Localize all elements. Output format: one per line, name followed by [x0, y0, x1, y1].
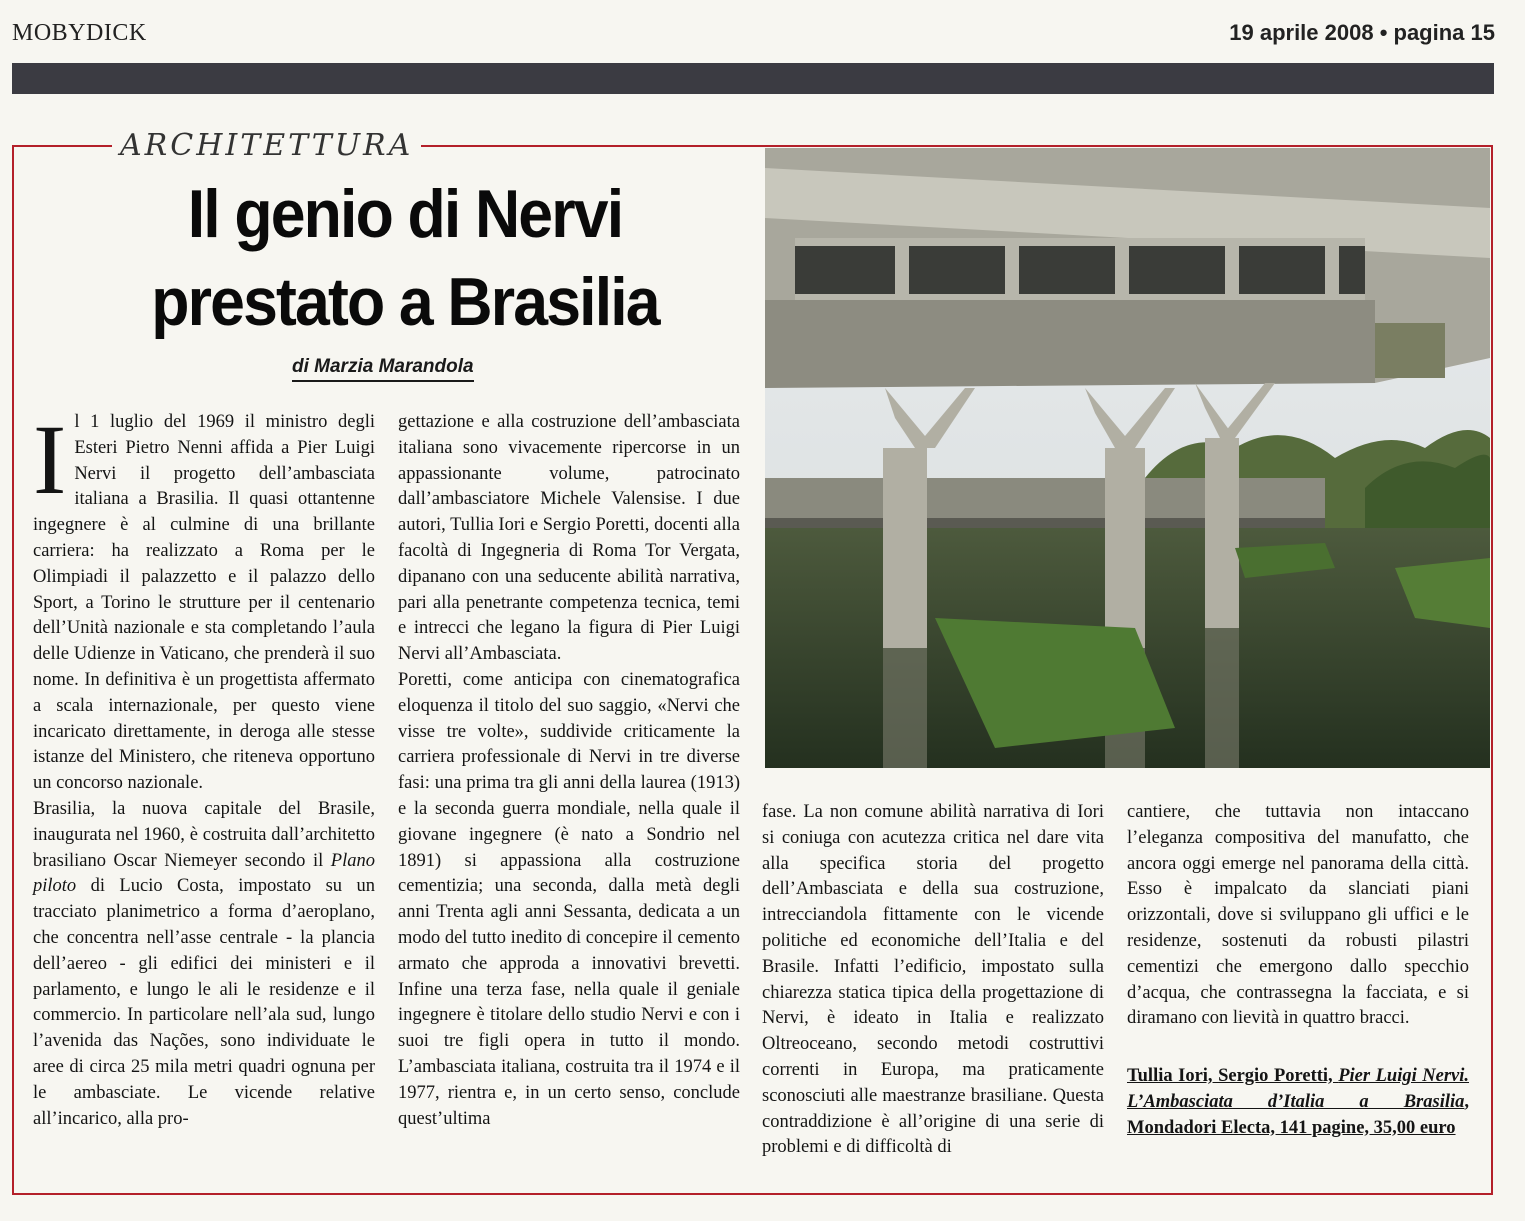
paragraph-intro: [33, 404, 375, 797]
article-column-2: [398, 410, 740, 1132]
book-details: , Mondadori Electa, 141 pagine, 35,00 euro: [1127, 1091, 1469, 1138]
embassy-photo: [765, 148, 1490, 768]
article-column-3: [762, 800, 1104, 1161]
headline: [88, 170, 723, 346]
drop-cap: I: [33, 404, 67, 515]
embassy-photo-illustration: [765, 148, 1490, 768]
paragraph-intro-text: l 1 luglio del 1969 il ministro degli Esteri Pietro Nenni affida a Pier Luigi Nervi il progetto dell’ambasciata italiana a Brasilia. Il quasi ottantenne ingegnere è al culmine di una brillante carriera: ha realizzato a Roma per le Olimpiadi il palazzetto e il palazzo dello Sport, a Torino le strutture per il centenario dell’Unità nazionale e sta completando l’aula delle Udienze in Vaticano, che prenderà il suo nome. In definitiva è un progettista affermato a scala internazionale, per questo viene incaricato direttamente, in deroga alle stesse istanze del Ministero, che riteneva opportuno un concorso nazionale.: [33, 412, 375, 794]
article-column-4: [1127, 800, 1469, 1032]
plano-piloto-italic: Plano piloto: [33, 850, 375, 897]
top-bar: [12, 63, 1494, 94]
paragraph-poretti: Poretti, come anticipa con cinematografica eloquenza il titolo del suo saggio, «Nervi che visse tre volte», suddivide criticamente la carriera professionale di Nervi in tre diverse fasi: una prima tra gli anni della laurea (1913) e la seconda guerra mondiale, nella quale il giovane ingegnere (è nato a Sondrio nel 1891) si appassiona alla costruzione cementizia; una seconda, dalla metà degli anni Trenta agli anni Sessanta, dedicata a un modo del tutto inedito di concepire il cemento armato che approda a innovativi brevetti. Infine una terza fase, nella quale il geniale ingegnere è titolare dello studio Nervi e con i suoi tre figli opera in tutto il mondo. L’ambasciata italiana, costruita tra il 1974 e il 1977, rientra e, in un certo senso, conclude quest’ultima: [398, 669, 740, 1129]
paragraph-volume: gettazione e alla costruzione dell’ambasciata italiana sono vivacemente ripercorse in un appassionante volume, patrocinato dall’ambasciatore Michele Valensise. I due autori, Tullia Iori e Sergio Poretti, docenti alla facoltà di Ingegneria di Roma Tor Vergata, dipanano con una seducente abilità narrativa, pari alla penetrante competenza tecnica, temi e intrecci che legano la figura di Pier Luigi Nervi all’Ambasciata.: [398, 412, 740, 665]
paragraph-brasilia-text-b: di Lucio Costa, impostato su un tracciato planimetrico a forma d’aeroplano, che concentra nell’asse centrale - la plancia dell’aereo - gli edifici dei ministeri e il parlamento, e lungo le ali le residenze e il commercio. In particolare nell’ala sud, lungo l’avenida das Nações, sono individuate le aree di circa 25 mila metri quadri ognuna per le ambasciate. Le vicende relative all’incarico, alla pro-: [33, 876, 375, 1129]
masthead: MOBYDICK: [12, 20, 147, 46]
paragraph-cantiere: cantiere, che tuttavia non intaccano l’eleganza compositiva del manufatto, che ancora oggi emerge nel panorama della città. Esso è impalcato da slanciati piani orizzontali, dove si sviluppano gli uffici e le residenze, sostenuti da robusti pilastri cementizi che emergono dallo specchio d’acqua, che contrassegna la facciata, e si diramano con lievità in quattro bracci.: [1127, 802, 1469, 1029]
book-title: Pier Luigi Nervi. L’Ambasciata d’Italia a Brasilia: [1127, 1066, 1469, 1112]
paragraph-brasilia-text-a: Brasilia, la nuova capitale del Brasile, inaugurata nel 1960, è costruita dall’architetto brasiliano Oscar Niemeyer secondo il: [33, 798, 375, 871]
headline-line-2: prestato a Brasilia: [151, 264, 659, 340]
article-column-1: [33, 404, 375, 1132]
book-reference: [1127, 1064, 1469, 1141]
section-label: ARCHITETTURA: [112, 128, 421, 163]
paragraph-iori: fase. La non comune abilità narrativa di Iori si coniuga con acutezza critica nel dare vita alla specifica storia del progetto dell’Ambasciata e della sua costruzione, intrecciandola fittamente con le vicende politiche ed economiche dell’Italia e del Brasile. Infatti l’edificio, impostato sulla chiarezza statica tipica della progettazione di Nervi, è ideato in Italia e realizzato Oltreoceano, secondo metodi costruttivi correnti in Europa, ma praticamente sconosciuti alle maestranze brasiliane. Questa contraddizione è all’origine di una serie di problemi e di difficoltà di: [762, 802, 1104, 1158]
dateline: 19 aprile 2008 • pagina 15: [1229, 20, 1495, 45]
byline: di Marzia Marandola: [292, 356, 474, 382]
headline-line-1: Il genio di Nervi: [187, 176, 623, 252]
book-authors: Tullia Iori, Sergio Poretti,: [1127, 1066, 1339, 1086]
paragraph-brasilia: [33, 797, 375, 1132]
